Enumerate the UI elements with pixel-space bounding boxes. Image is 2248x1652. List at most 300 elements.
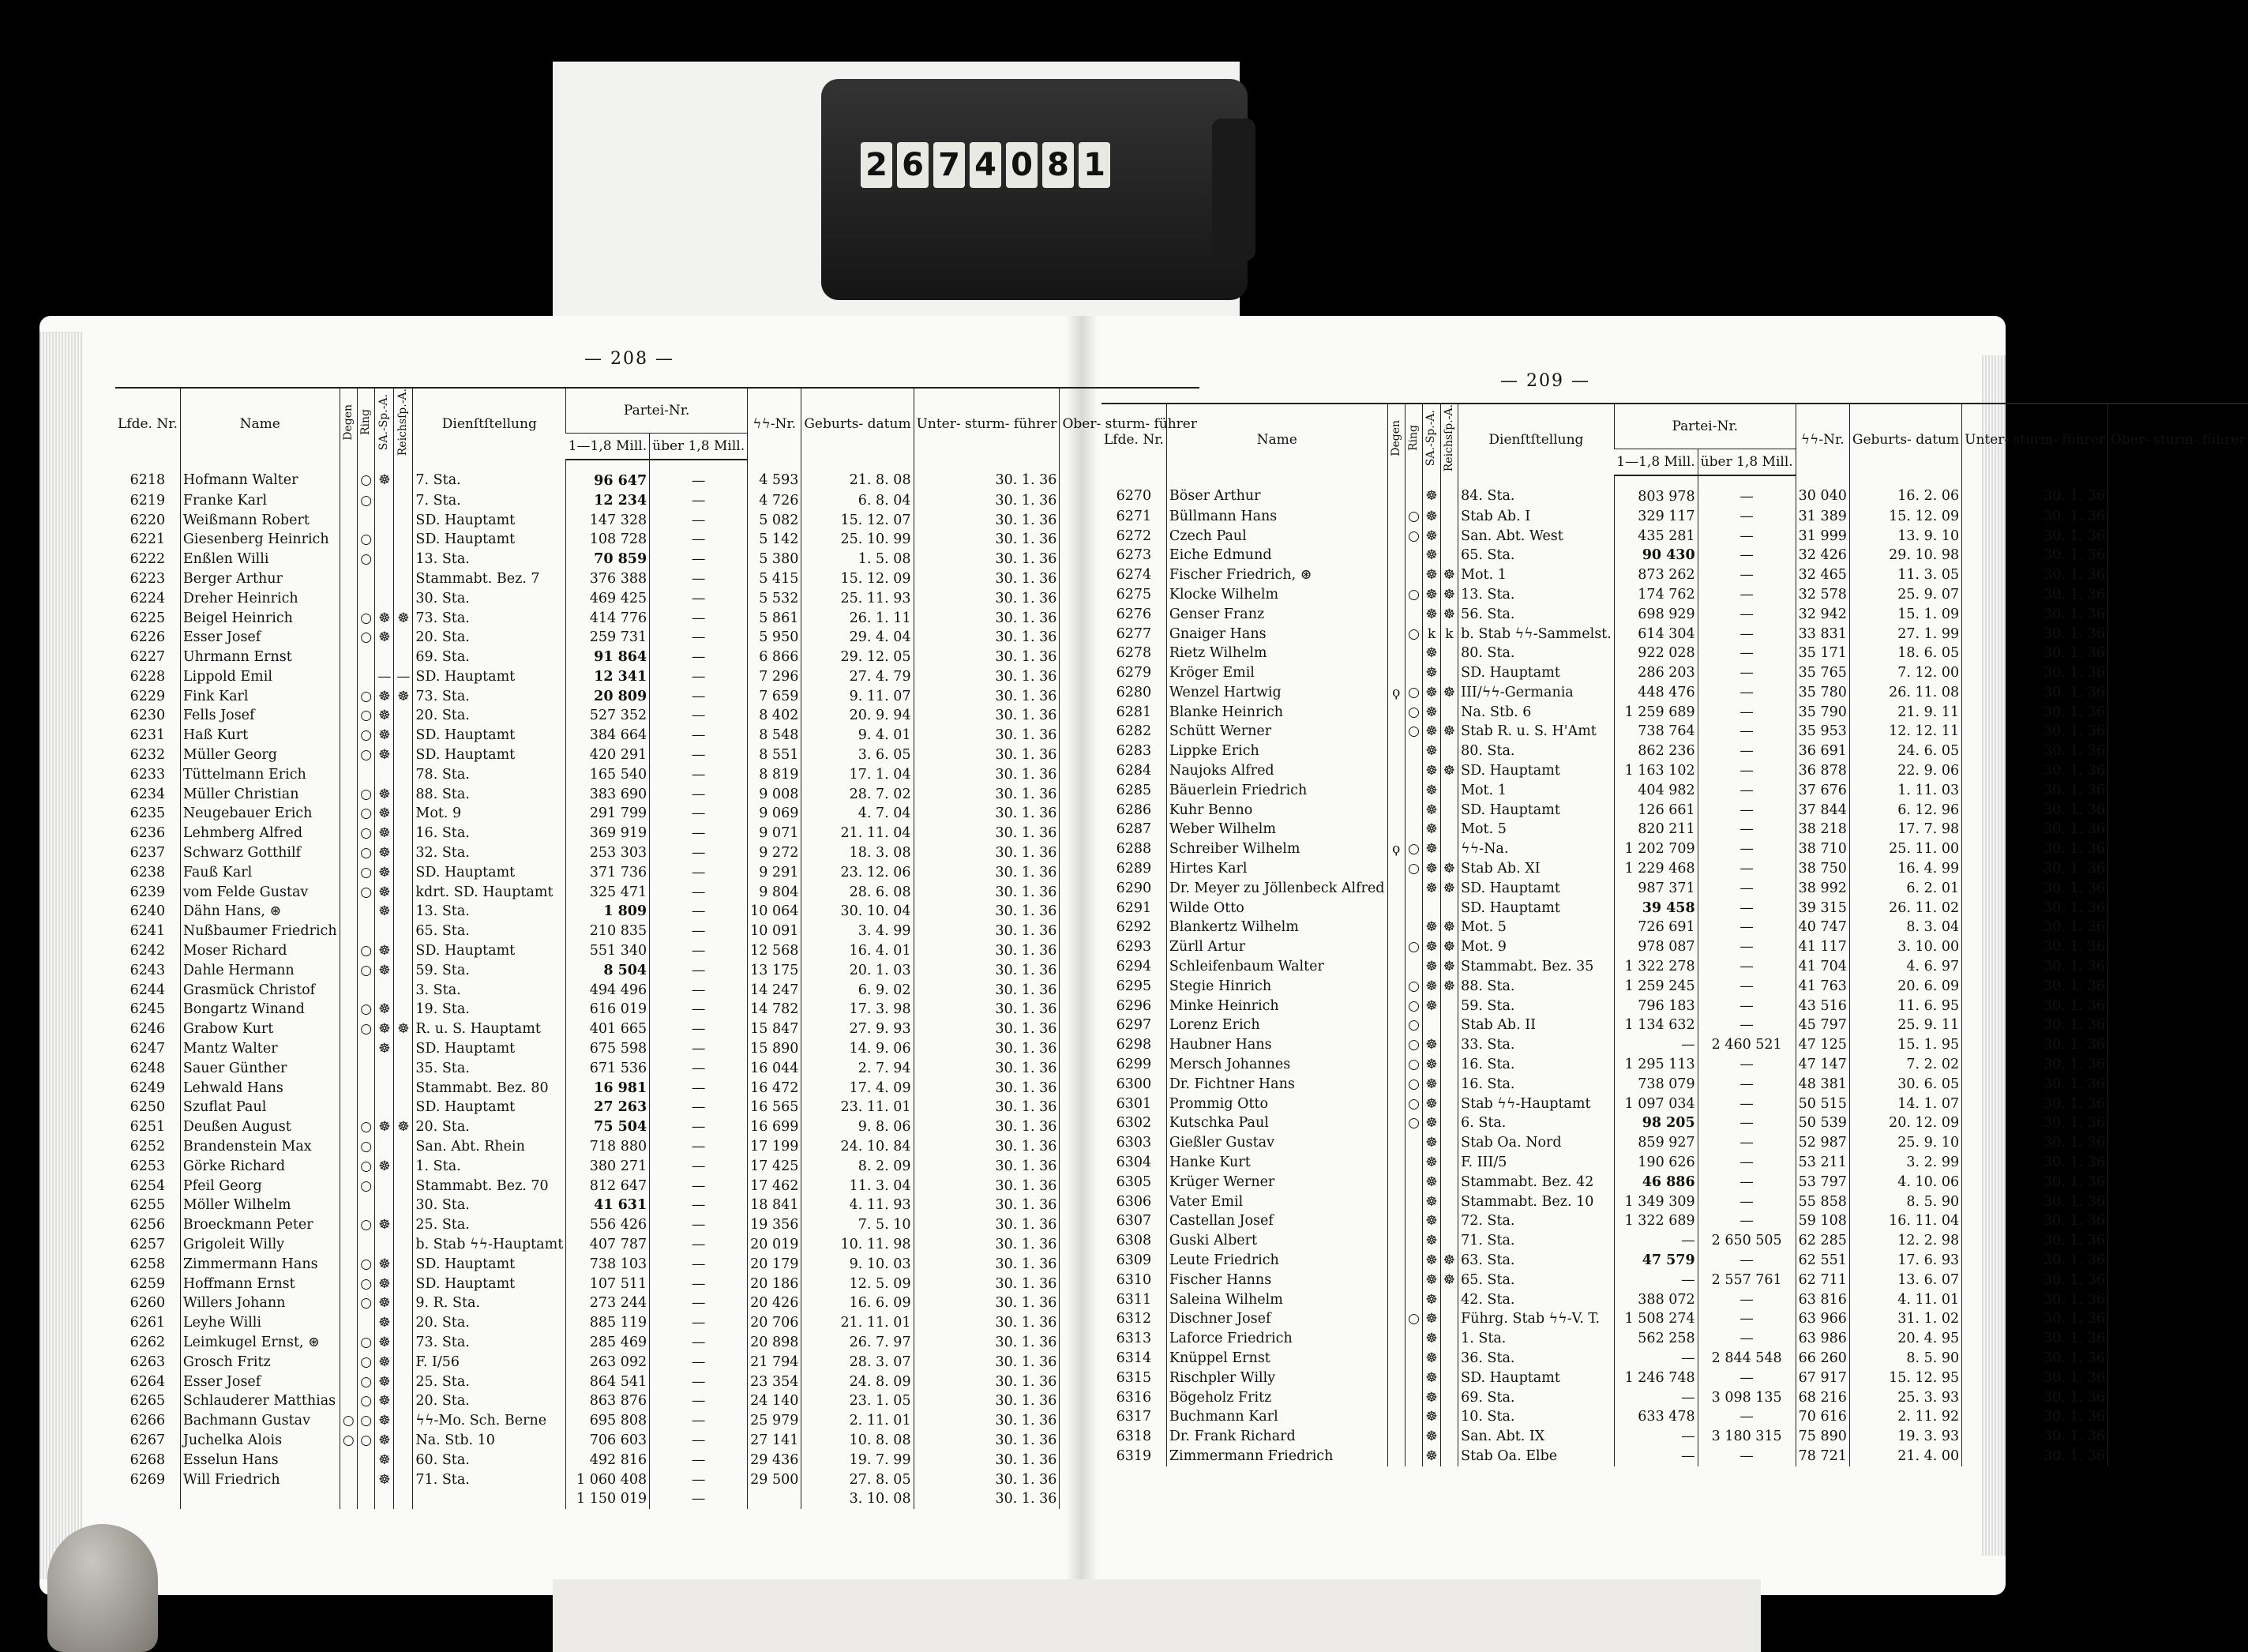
cell-partei_a: 1 322 278	[1614, 957, 1698, 977]
cell-unter: 30. 1. 36	[1962, 722, 2108, 742]
cell-partei_b: —	[650, 1353, 748, 1372]
cell-reichss	[394, 1255, 413, 1275]
cell-degen	[1387, 742, 1405, 761]
cell-partei_a: 864 541	[566, 1372, 650, 1392]
cell-ring: ○	[358, 1275, 375, 1294]
cell-geb: 17. 4. 09	[801, 1079, 914, 1098]
cell-reichss	[394, 1333, 413, 1353]
column-header-dienst	[413, 388, 566, 460]
cell-unter: 30. 1. 36	[914, 530, 1060, 550]
table-row	[1101, 585, 2248, 605]
cell-geb: 15. 1. 09	[1849, 605, 1961, 625]
cell-name: Laforce Friedrich	[1166, 1329, 1387, 1349]
table-row	[1101, 703, 2248, 723]
cell-ss: 15 847	[748, 1019, 801, 1039]
cell-sasp: ☸	[375, 1293, 394, 1313]
cell-name: Lippke Erich	[1166, 742, 1387, 761]
cell-lfde: 6231	[129, 727, 166, 744]
cell-ober	[2107, 722, 2247, 742]
cell-sasp: ☸	[375, 687, 394, 707]
table-row	[115, 667, 1199, 687]
cell-unter: 30. 1. 36	[1962, 1075, 2108, 1094]
cell-name: Broeckmann Peter	[180, 1215, 340, 1235]
cell-reichss	[394, 589, 413, 609]
cell-lfde: 6260	[129, 1295, 166, 1312]
cell-sasp	[375, 491, 394, 511]
cell-ss: 35 171	[1796, 644, 1849, 663]
cell-dienst: SD. Hauptamt	[413, 726, 566, 745]
column-header-label: 1—1,8 Mill.	[1616, 453, 1695, 470]
cell-name: Weißmann Robert	[180, 511, 340, 531]
table-row	[1101, 1251, 2248, 1271]
table-row	[1101, 937, 2248, 957]
cell-geb: 17. 1. 04	[801, 765, 914, 785]
cell-partei_b: —	[1698, 475, 1796, 507]
cell-dienst: Stammabt. Bez. 10	[1458, 1192, 1615, 1212]
cell-unter: 30. 1. 36	[1962, 1133, 2108, 1153]
cell-reichss: ☸	[1440, 977, 1458, 997]
column-header-label: Lfde. Nr.	[118, 415, 178, 432]
cell-degen	[340, 1157, 357, 1177]
cell-dienst: 36. Sta.	[1458, 1349, 1615, 1369]
cell-geb: 9. 11. 07	[801, 687, 914, 707]
cell-ring	[1405, 1290, 1422, 1310]
cell-lfde: 6263	[129, 1354, 166, 1370]
cell-reichss	[394, 922, 413, 941]
cell-name: Leute Friedrich	[1166, 1251, 1387, 1271]
cell-geb: 3. 10. 08	[801, 1489, 914, 1509]
cell-unter: 30. 1. 36	[1962, 644, 2108, 663]
cell-sasp	[1423, 1016, 1440, 1035]
cell-name: Guski Albert	[1166, 1231, 1387, 1251]
cell-partei_a: 1 508 274	[1614, 1309, 1698, 1329]
cell-lfde: 6254	[129, 1177, 166, 1194]
cell-dienst: Stammabt. Bez. 80	[413, 1079, 566, 1098]
table-row	[1101, 957, 2248, 977]
column-header-label: Name	[1256, 431, 1297, 448]
cell-sasp: ☸	[1423, 1211, 1440, 1231]
table-row	[1101, 761, 2248, 781]
cell-sasp: ☸	[375, 902, 394, 922]
cell-ss: 9 291	[748, 863, 801, 883]
cell-ring	[358, 511, 375, 531]
cell-ss: 20 186	[748, 1275, 801, 1294]
cell-dienst: Stammabt. Bez. 7	[413, 569, 566, 589]
cell-ss: 35 765	[1796, 663, 1849, 683]
column-header-label: Ober- sturm- führer	[2110, 431, 2246, 448]
cell-sasp	[375, 981, 394, 1001]
cell-geb: 9. 8. 06	[801, 1117, 914, 1137]
cell-dienst: 7. Sta.	[413, 460, 566, 491]
cell-sasp: ☸	[1423, 1231, 1440, 1251]
cell-unter: 30. 1. 36	[914, 706, 1060, 726]
cell-name: Müller Christian	[180, 785, 340, 805]
cell-partei_b: —	[1698, 507, 1796, 527]
cell-name: Schlauderer Matthias	[180, 1391, 340, 1411]
cell-name: Dr. Fichtner Hans	[1166, 1075, 1387, 1094]
cell-unter: 30. 1. 36	[1962, 1153, 2108, 1173]
cell-partei_a: 12 341	[566, 667, 650, 687]
table-row	[115, 628, 1199, 648]
cell-partei_b: —	[1698, 1211, 1796, 1231]
cell-sasp: ☸	[1423, 1407, 1440, 1427]
cell-partei_b: —	[650, 1255, 748, 1275]
cell-reichss: ☸	[394, 1117, 413, 1137]
cell-dienst: Stammabt. Bez. 70	[413, 1177, 566, 1196]
cell-geb: 7. 2. 02	[1849, 1055, 1961, 1075]
cell-partei_a: 41 631	[566, 1196, 650, 1215]
cell-dienst: Stab R. u. S. H'Amt	[1458, 722, 1615, 742]
cell-name: Görke Richard	[180, 1157, 340, 1177]
cell-reichss	[394, 1431, 413, 1451]
table-row	[1101, 1290, 2248, 1310]
cell-unter: 30. 1. 36	[914, 1391, 1060, 1411]
cell-geb: 30. 10. 04	[801, 902, 914, 922]
cell-lfde: 6290	[1116, 880, 1152, 896]
cell-ring: ○	[1405, 683, 1422, 703]
cell-partei_a: 285 469	[566, 1333, 650, 1353]
cell-lfde: 6218	[129, 472, 166, 489]
table-row	[115, 687, 1199, 707]
cell-ring: ○	[358, 1019, 375, 1039]
cell-ring: ○	[1405, 1075, 1422, 1094]
cell-ss: 17 199	[748, 1137, 801, 1157]
cell-ring	[1405, 899, 1422, 918]
cell-sasp: ☸	[375, 460, 394, 491]
cell-lfde: 6288	[1116, 841, 1152, 858]
cell-unter: 30. 1. 36	[914, 745, 1060, 765]
cell-reichss	[394, 511, 413, 531]
cell-dienst: 30. Sta.	[413, 1196, 566, 1215]
table-row	[115, 1255, 1199, 1275]
table-row	[1101, 1407, 2248, 1427]
cell-unter: 30. 1. 36	[1962, 1113, 2108, 1133]
cell-partei_b: —	[650, 824, 748, 843]
cell-reichss	[1440, 1231, 1458, 1251]
cell-unter: 30. 1. 36	[914, 1313, 1060, 1333]
cell-degen	[340, 1255, 357, 1275]
table-row	[115, 1313, 1199, 1333]
cell-geb: 20. 1. 03	[801, 961, 914, 981]
cell-partei_b: —	[650, 941, 748, 961]
table-row	[1101, 1329, 2248, 1349]
table-row	[1101, 663, 2248, 683]
cell-geb: 3. 10. 00	[1849, 937, 1961, 957]
column-header-label: Geburts- datum	[1852, 431, 1960, 448]
cell-ss: 41 117	[1796, 937, 1849, 957]
cell-degen	[1387, 507, 1405, 527]
table-row	[1101, 625, 2248, 644]
cell-reichss	[394, 1196, 413, 1215]
cell-unter: 30. 1. 36	[914, 1000, 1060, 1019]
cell-reichss	[394, 550, 413, 569]
cell-geb: 16. 4. 01	[801, 941, 914, 961]
cell-dienst: Mot. 9	[1458, 937, 1615, 957]
cell-unter: 30. 1. 36	[1962, 507, 2108, 527]
cell-geb: 25. 3. 93	[1849, 1388, 1961, 1408]
cell-ring	[358, 1235, 375, 1255]
cell-reichss: ☸	[1440, 585, 1458, 605]
cell-ss: 8 819	[748, 765, 801, 785]
cell-degen	[340, 745, 357, 765]
cell-lfde: 6305	[1116, 1173, 1152, 1190]
cell-sasp: ☸	[375, 1353, 394, 1372]
cell-lfde: 6242	[129, 943, 166, 959]
cell-geb: 31. 1. 02	[1849, 1309, 1961, 1329]
cell-partei_b: —	[650, 765, 748, 785]
cell-partei_a: 70 859	[566, 550, 650, 569]
cell-lfde: 6220	[129, 512, 166, 528]
cell-ss: 20 179	[748, 1255, 801, 1275]
cell-ring: ○	[358, 460, 375, 491]
cell-partei_b: —	[1698, 1094, 1796, 1114]
cell-unter: 30. 1. 36	[1962, 475, 2108, 507]
cell-geb: 16. 6. 09	[801, 1293, 914, 1313]
cell-partei_a: 273 244	[566, 1293, 650, 1313]
cell-unter: 30. 1. 36	[914, 1255, 1060, 1275]
cell-degen	[340, 1079, 357, 1098]
cell-partei_a: 863 876	[566, 1391, 650, 1411]
cell-sasp: ☸	[375, 726, 394, 745]
cell-degen	[1387, 879, 1405, 899]
cell-name: Dischner Josef	[1166, 1309, 1387, 1329]
cell-sasp: ☸	[1423, 1075, 1440, 1094]
cell-partei_a: 469 425	[566, 589, 650, 609]
cell-geb: 12. 2. 98	[1849, 1231, 1961, 1251]
cell-ss: 14 782	[748, 1000, 801, 1019]
cell-unter: 30. 1. 36	[914, 460, 1060, 491]
cell-name: Hofmann Walter	[180, 460, 340, 491]
page-number: — 209 —	[1500, 371, 1590, 391]
cell-unter: 30. 1. 36	[914, 1039, 1060, 1059]
column-header-label: Degen	[1389, 419, 1402, 456]
cell-dienst: Mot. 5	[1458, 918, 1615, 937]
cell-sasp	[375, 1196, 394, 1215]
cell-dienst: 65. Sta.	[1458, 1271, 1615, 1290]
cell-lfde: 6219	[129, 492, 166, 509]
cell-sasp	[375, 1059, 394, 1079]
cell-partei_a: 978 087	[1614, 937, 1698, 957]
cell-ring	[1405, 1329, 1422, 1349]
cell-ring: ○	[358, 1431, 375, 1451]
cell-lfde: 6221	[129, 531, 166, 548]
cell-ring	[358, 902, 375, 922]
cell-ober	[2107, 742, 2247, 761]
table-row	[115, 1451, 1199, 1470]
cell-ss: 29 436	[748, 1451, 801, 1470]
cell-lfde: 6224	[129, 590, 166, 606]
cell-sasp: ☸	[1423, 1173, 1440, 1192]
cell-sasp: ☸	[375, 1039, 394, 1059]
table-row	[1101, 644, 2248, 663]
cell-ss: 36 878	[1796, 761, 1849, 781]
cell-lfde: 6256	[129, 1217, 166, 1233]
table-row	[1101, 1231, 2248, 1251]
cell-dienst: Mot. 1	[1458, 781, 1615, 801]
cell-reichss	[1440, 839, 1458, 859]
cell-dienst: 69. Sta.	[413, 648, 566, 667]
cell-degen	[1387, 957, 1405, 977]
cell-ober	[2107, 1427, 2247, 1447]
table-row	[115, 648, 1199, 667]
cell-partei_a: 556 426	[566, 1215, 650, 1235]
cell-partei_a: 96 647	[566, 460, 650, 491]
cell-dienst: Stab Ab. XI	[1458, 859, 1615, 879]
cell-partei_a: 494 496	[566, 981, 650, 1001]
cell-geb: 21. 9. 11	[1849, 703, 1961, 723]
cell-degen: ϙ	[1387, 839, 1405, 859]
cell-ring: ○	[358, 804, 375, 824]
cell-name: Esser Josef	[180, 628, 340, 648]
cell-unter: 30. 1. 36	[914, 1431, 1060, 1451]
cell-ss: 6 866	[748, 648, 801, 667]
table-row	[1101, 839, 2248, 859]
cell-reichss	[394, 706, 413, 726]
cell-ober	[2107, 1173, 2247, 1192]
cell-ober	[2107, 585, 2247, 605]
cell-ober	[2107, 1133, 2247, 1153]
cell-degen	[1387, 1290, 1405, 1310]
cell-reichss	[1440, 899, 1458, 918]
cell-lfde: 6250	[129, 1099, 166, 1116]
cell-partei_a: —	[1614, 1388, 1698, 1408]
cell-reichss: ☸	[1440, 918, 1458, 937]
cell-dienst: SD. Hauptamt	[1458, 761, 1615, 781]
cell-lfde: 6255	[129, 1197, 166, 1214]
cell-lfde	[115, 1489, 180, 1509]
open-book	[39, 316, 2246, 1595]
cell-degen	[1387, 546, 1405, 565]
column-header-label: Reichsſp.-A.	[1442, 404, 1455, 472]
cell-sasp: ☸	[1423, 977, 1440, 997]
cell-unter: 30. 1. 36	[1962, 565, 2108, 585]
cell-unter: 30. 1. 36	[914, 687, 1060, 707]
cell-unter: 30. 1. 36	[914, 550, 1060, 569]
table-row	[115, 745, 1199, 765]
cell-unter: 30. 1. 36	[1962, 1211, 2108, 1231]
cell-partei_b: —	[1698, 1251, 1796, 1271]
column-header-ring	[1405, 404, 1422, 475]
cell-sasp: ☸	[375, 1117, 394, 1137]
cell-degen	[340, 628, 357, 648]
table-row	[1101, 1271, 2248, 1290]
cell-ring: ○	[358, 1215, 375, 1235]
table-row	[115, 765, 1199, 785]
column-header-dienst	[1458, 404, 1615, 475]
cell-unter: 30. 1. 36	[1962, 1055, 2108, 1075]
cell-ss: 10 064	[748, 902, 801, 922]
cell-name: Esser Josef	[180, 1372, 340, 1392]
cell-lfde: 6312	[1116, 1311, 1152, 1327]
cell-lfde: 6249	[129, 1079, 166, 1096]
column-header-degen	[1387, 404, 1405, 475]
cell-degen	[1387, 475, 1405, 507]
cell-name: Czech Paul	[1166, 527, 1387, 546]
cell-lfde: 6234	[129, 786, 166, 802]
cell-partei_b: —	[1698, 1309, 1796, 1329]
cell-unter: 30. 1. 36	[1962, 957, 2108, 977]
column-header-ober	[2107, 404, 2247, 475]
cell-name: Klocke Wilhelm	[1166, 585, 1387, 605]
cell-unter: 30. 1. 36	[914, 902, 1060, 922]
cell-lfde: 6240	[129, 903, 166, 920]
cell-dienst: Na. Stb. 10	[413, 1431, 566, 1451]
cell-reichss	[394, 1059, 413, 1079]
cell-name: Rischpler Willy	[1166, 1369, 1387, 1388]
cell-unter: 30. 1. 36	[1962, 997, 2108, 1016]
cell-reichss: k	[1440, 625, 1458, 644]
cell-ober	[2107, 1271, 2247, 1290]
cell-partei_a: 1 349 309	[1614, 1192, 1698, 1212]
holding-thumb	[47, 1524, 158, 1652]
cell-geb: 26. 11. 02	[1849, 899, 1961, 918]
cell-sasp: ☸	[375, 1431, 394, 1451]
cell-ober	[2107, 1251, 2247, 1271]
cell-ring	[1405, 1173, 1422, 1192]
cell-unter: 30. 1. 36	[1962, 1016, 2108, 1035]
cell-ober	[2107, 1388, 2247, 1408]
column-header-geb	[801, 388, 914, 460]
cell-name: Neugebauer Erich	[180, 804, 340, 824]
cell-unter: 30. 1. 36	[914, 1293, 1060, 1313]
cell-ring: ○	[1405, 859, 1422, 879]
cell-geb: 25. 11. 93	[801, 589, 914, 609]
cell-ring: ○	[358, 883, 375, 903]
cell-geb: 8. 5. 90	[1849, 1349, 1961, 1369]
cell-unter: 30. 1. 36	[1962, 1329, 2108, 1349]
cell-partei_b: —	[650, 1333, 748, 1353]
cell-dienst: SD. Hauptamt	[1458, 899, 1615, 918]
cell-geb: 4. 6. 97	[1849, 957, 1961, 977]
cell-partei_b: —	[1698, 1016, 1796, 1035]
cell-ring	[358, 589, 375, 609]
cell-ober	[2107, 899, 2247, 918]
cell-partei_b: —	[1698, 781, 1796, 801]
cell-dienst: SD. Hauptamt	[413, 745, 566, 765]
cell-lfde: 6268	[129, 1451, 166, 1468]
table-row	[115, 1196, 1199, 1215]
cell-ss: 68 216	[1796, 1388, 1849, 1408]
cell-unter: 30. 1. 36	[1962, 1173, 2108, 1192]
cell-reichss	[394, 1137, 413, 1157]
cell-ss: 38 992	[1796, 879, 1849, 899]
cell-reichss: ☸	[1440, 937, 1458, 957]
cell-lfde: 6237	[129, 845, 166, 862]
cell-degen	[1387, 1055, 1405, 1075]
cell-reichss	[394, 1235, 413, 1255]
cell-reichss	[394, 1451, 413, 1470]
table-row	[1101, 605, 2248, 625]
cell-unter: 30. 1. 36	[914, 785, 1060, 805]
cell-reichss	[394, 843, 413, 863]
cell-dienst: 73. Sta.	[413, 609, 566, 629]
column-header-label: Geburts- datum	[804, 415, 911, 432]
cell-ring	[358, 1059, 375, 1079]
cell-partei_b: —	[650, 1019, 748, 1039]
cell-partei_b: —	[650, 1275, 748, 1294]
column-header-label: Ring	[359, 409, 373, 436]
cell-partei_b: 2 650 505	[1698, 1231, 1796, 1251]
cell-unter: 30. 1. 36	[1962, 1447, 2108, 1466]
cell-dienst: 13. Sta.	[413, 902, 566, 922]
cell-geb: 29. 10. 98	[1849, 546, 1961, 565]
cell-lfde: 6281	[1116, 704, 1152, 720]
cell-name: Leimkugel Ernst, ⊛	[180, 1333, 340, 1353]
cell-partei_a: 614 304	[1614, 625, 1698, 644]
cell-partei_b: —	[1698, 703, 1796, 723]
counter-digit: 2	[861, 142, 892, 188]
cell-ss: 32 942	[1796, 605, 1849, 625]
